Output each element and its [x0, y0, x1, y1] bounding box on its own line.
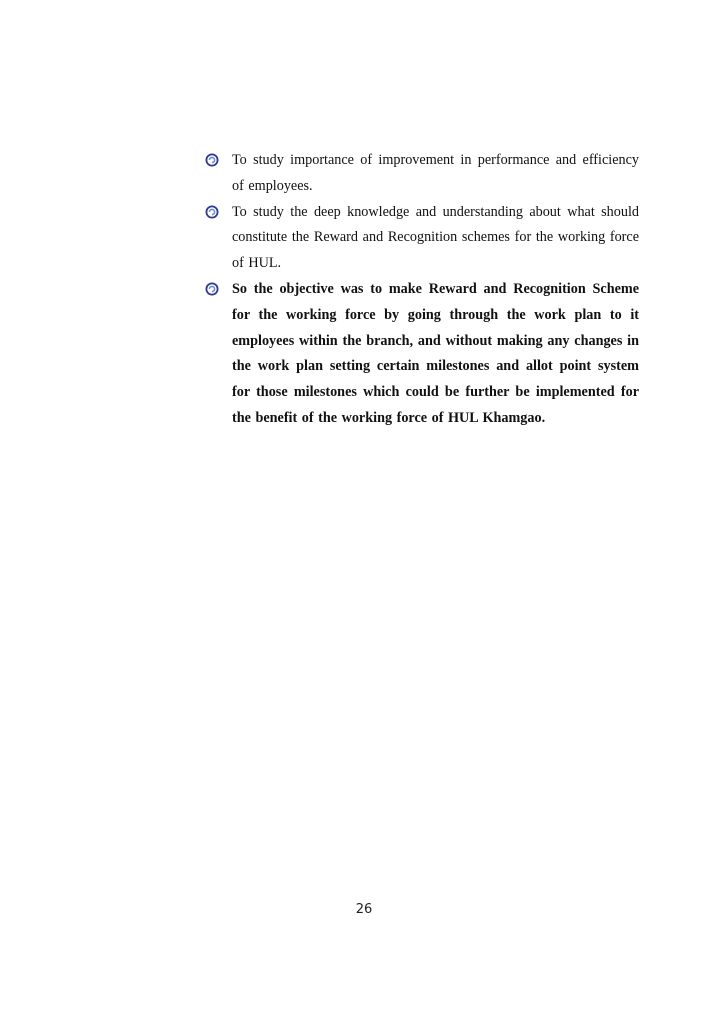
- bullet-text: So the objective was to make Reward and Recognition Scheme for the working force by going through the work plan to it employees within the branch, and without making any changes in the work plan setting certain milestones and allot point system for those milestones which could be further be implemented for the benefit of the working force of HUL Khamgao.: [232, 280, 639, 426]
- spiral-bullet-icon: [205, 282, 219, 296]
- spiral-bullet-icon: [205, 205, 219, 219]
- list-item: [205, 277, 639, 432]
- page-number: 26: [355, 902, 373, 917]
- spiral-bullet-icon: [205, 153, 219, 167]
- bullet-text: To study importance of improvement in performance and efficiency of employees.: [232, 152, 639, 194]
- objectives-list: [205, 148, 639, 432]
- list-item: [205, 148, 639, 200]
- list-item: [205, 200, 639, 277]
- bullet-text: To study the deep knowledge and understanding about what should constitute the Reward and Recognition schemes for the working force of HUL.: [232, 203, 639, 272]
